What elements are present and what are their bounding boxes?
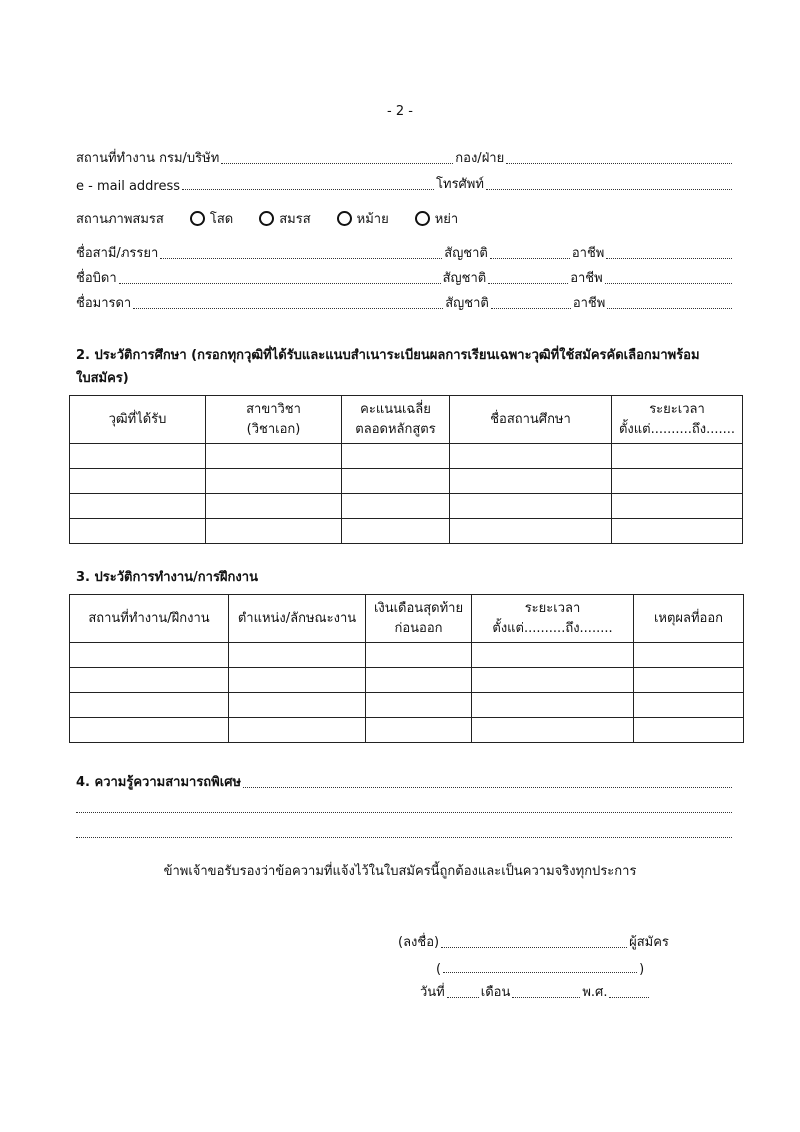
radio-circle-icon[interactable]: [337, 211, 352, 226]
nationality-label: สัญชาติ: [442, 271, 487, 286]
table-cell[interactable]: [472, 693, 634, 718]
marital-option-single[interactable]: [190, 208, 233, 229]
mother-occupation-field[interactable]: [607, 307, 732, 309]
marital-option-label: หม้าย: [356, 212, 389, 227]
table-cell[interactable]: [366, 643, 472, 668]
column-header: ชื่อสถานศึกษา: [450, 396, 612, 444]
father-name-field[interactable]: [119, 282, 441, 284]
table-cell[interactable]: [472, 718, 634, 743]
table-cell[interactable]: [70, 643, 229, 668]
contact-line: [76, 172, 734, 194]
occupation-label: อาชีพ: [570, 271, 603, 286]
division-field[interactable]: [506, 162, 732, 164]
printed-name-line: [436, 955, 644, 977]
spouse-name-field[interactable]: [160, 257, 442, 259]
skills-field[interactable]: [243, 786, 732, 788]
table-cell[interactable]: [612, 444, 743, 469]
nationality-label: สัญชาติ: [444, 246, 488, 261]
marital-option-widowed[interactable]: [337, 208, 389, 229]
date-day-label: วันที่: [420, 985, 445, 1000]
table-row: [70, 643, 744, 668]
printed-name-field[interactable]: [443, 971, 637, 973]
column-header: สถานที่ทำงาน/ฝึกงาน: [70, 595, 229, 643]
skills-line-2: [76, 795, 734, 817]
table-cell[interactable]: [229, 643, 366, 668]
table-row: [70, 519, 743, 544]
skills-line: [76, 770, 734, 792]
table-cell[interactable]: [70, 718, 229, 743]
table-cell[interactable]: [229, 668, 366, 693]
signature-suffix: ผู้สมัคร: [629, 935, 669, 950]
occupation-label: อาชีพ: [571, 246, 605, 261]
table-cell[interactable]: [206, 519, 342, 544]
education-table: [69, 395, 743, 544]
skills-heading: 4. ความรู้ความสามารถพิเศษ: [76, 775, 242, 790]
nationality-label: สัญชาติ: [445, 296, 489, 311]
email-field[interactable]: [182, 188, 434, 190]
table-cell[interactable]: [634, 718, 744, 743]
date-year-field[interactable]: [609, 996, 649, 998]
spouse-occupation-field[interactable]: [606, 257, 732, 259]
table-header-row: [70, 595, 744, 643]
column-header: สาขาวิชา (วิชาเอก): [206, 396, 342, 444]
table-header-row: [70, 396, 743, 444]
page-number: - 2 -: [387, 104, 413, 119]
table-cell[interactable]: [342, 519, 450, 544]
table-cell[interactable]: [634, 668, 744, 693]
column-header: ระยะเวลา ตั้งแต่..........ถึง........: [472, 595, 634, 643]
table-row: [70, 668, 744, 693]
marital-option-married[interactable]: [259, 208, 310, 229]
table-cell[interactable]: [70, 693, 229, 718]
signature-field[interactable]: [441, 946, 627, 948]
table-cell[interactable]: [206, 444, 342, 469]
father-occupation-field[interactable]: [605, 282, 732, 284]
table-cell[interactable]: [342, 444, 450, 469]
mother-nationality-field[interactable]: [491, 307, 571, 309]
workplace-field[interactable]: [221, 162, 453, 164]
table-cell[interactable]: [229, 718, 366, 743]
table-cell[interactable]: [366, 693, 472, 718]
paren-open: (: [436, 962, 442, 977]
table-cell[interactable]: [70, 469, 206, 494]
marital-option-label: หย่า: [434, 212, 459, 227]
table-cell[interactable]: [612, 494, 743, 519]
table-cell[interactable]: [450, 469, 612, 494]
table-cell[interactable]: [450, 444, 612, 469]
table-cell[interactable]: [634, 693, 744, 718]
table-cell[interactable]: [206, 494, 342, 519]
marital-option-label: โสด: [209, 212, 234, 227]
column-header: วุฒิที่ได้รับ: [70, 396, 206, 444]
table-cell[interactable]: [472, 668, 634, 693]
paren-close: ): [639, 962, 645, 977]
table-row: [70, 693, 744, 718]
table-row: [70, 444, 743, 469]
column-header: เหตุผลที่ออก: [634, 595, 744, 643]
certification-statement: ข้าพเจ้าขอรับรองว่าข้อความที่แจ้งไว้ในใบสมัครนี้ถูกต้องและเป็นความจริงทุกประการ: [163, 864, 637, 879]
workplace-line: [76, 146, 734, 168]
table-cell[interactable]: [342, 469, 450, 494]
father-label: ชื่อบิดา: [76, 271, 117, 286]
skills-field[interactable]: [76, 811, 732, 813]
marital-option-divorced[interactable]: [415, 208, 459, 229]
marital-status-label: สถานภาพสมรส: [76, 212, 164, 227]
table-cell[interactable]: [342, 494, 450, 519]
mother-line: [76, 291, 734, 313]
table-cell[interactable]: [612, 469, 743, 494]
column-header: เงินเดือนสุดท้าย ก่อนออก: [366, 595, 472, 643]
marital-option-label: สมรส: [279, 212, 311, 227]
radio-circle-icon[interactable]: [190, 211, 205, 226]
table-cell[interactable]: [612, 519, 743, 544]
date-year-label: พ.ศ.: [582, 985, 608, 1000]
father-line: [76, 266, 734, 288]
radio-circle-icon[interactable]: [415, 211, 430, 226]
email-label: e - mail address: [76, 179, 181, 194]
phone-field[interactable]: [486, 188, 732, 190]
column-header: ระยะเวลา ตั้งแต่..........ถึง.......: [612, 396, 743, 444]
column-header: คะแนนเฉลี่ย ตลอดหลักสูตร: [342, 396, 450, 444]
occupation-label: อาชีพ: [572, 296, 606, 311]
table-cell[interactable]: [366, 718, 472, 743]
division-label: กอง/ฝ่าย: [455, 151, 505, 166]
mother-name-field[interactable]: [133, 307, 443, 309]
education-heading: 2. ประวัติการศึกษา (กรอกทุกวุฒิที่ได้รับและแนบสำเนาระเบียนผลการเรียนเฉพาะวุฒิที่ใช้สมัครคัดเลือกมาพร้อม: [76, 348, 700, 363]
workplace-label: สถานที่ทำงาน กรม/บริษัท: [76, 151, 220, 166]
marital-status-row: [76, 208, 458, 229]
table-cell[interactable]: [634, 643, 744, 668]
table-row: [70, 469, 743, 494]
radio-circle-icon[interactable]: [259, 211, 274, 226]
table-cell[interactable]: [229, 693, 366, 718]
date-line: [420, 980, 651, 1002]
spouse-nationality-field[interactable]: [490, 257, 570, 259]
table-cell[interactable]: [450, 519, 612, 544]
column-header: ตำแหน่ง/ลักษณะงาน: [229, 595, 366, 643]
table-cell[interactable]: [366, 668, 472, 693]
date-day-field[interactable]: [447, 996, 479, 998]
work-heading: 3. ประวัติการทำงาน/การฝึกงาน: [76, 570, 258, 585]
table-cell[interactable]: [472, 643, 634, 668]
date-month-field[interactable]: [512, 996, 580, 998]
phone-label: โทรศัพท์: [436, 177, 484, 192]
spouse-label: ชื่อสามี/ภรรยา: [76, 246, 159, 261]
education-heading-cont: ใบสมัคร): [76, 371, 129, 386]
table-row: [70, 494, 743, 519]
skills-line-3: [76, 820, 734, 842]
spouse-line: [76, 241, 734, 263]
skills-field[interactable]: [76, 836, 732, 838]
table-cell[interactable]: [70, 494, 206, 519]
mother-label: ชื่อมารดา: [76, 296, 132, 311]
table-cell[interactable]: [206, 469, 342, 494]
date-month-label: เดือน: [480, 985, 511, 1000]
table-cell[interactable]: [70, 519, 206, 544]
table-cell[interactable]: [70, 444, 206, 469]
father-nationality-field[interactable]: [488, 282, 568, 284]
table-cell[interactable]: [70, 668, 229, 693]
work-history-table: [69, 594, 744, 743]
table-cell[interactable]: [450, 494, 612, 519]
signature-prefix: (ลงชื่อ): [398, 935, 440, 950]
signature-line: [398, 930, 669, 952]
table-row: [70, 718, 744, 743]
